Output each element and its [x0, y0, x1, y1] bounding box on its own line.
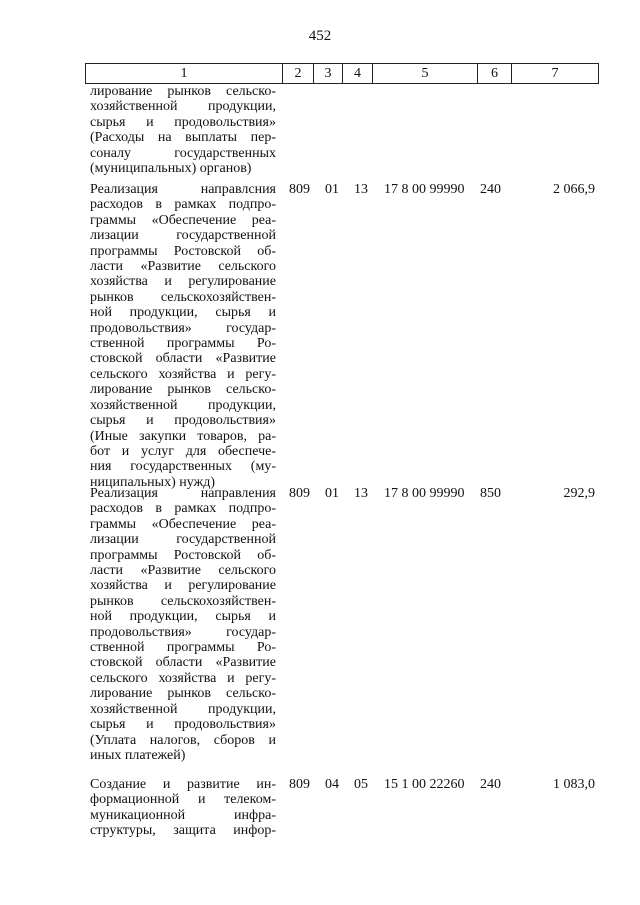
description-line: лизации государственной — [90, 532, 276, 548]
description-line: иных платежей) — [90, 747, 186, 763]
description-line: стовской области «Развитие — [90, 351, 276, 367]
table-header — [85, 63, 599, 84]
description-line: лирование рынков сельско- — [90, 686, 276, 702]
description-line: граммы «Обеспечение реа- — [90, 516, 276, 532]
cell-expense-type: 240 — [480, 777, 501, 792]
header-col-2: 2 — [283, 64, 314, 83]
description-line: сельского хозяйства и регу- — [90, 670, 276, 686]
cell-section: 01 — [325, 182, 339, 197]
description-line: расходов в рамках подпро- — [90, 501, 276, 517]
header-col-6: 6 — [478, 64, 512, 83]
description-line: (Иные закупки товаров, ра- — [90, 428, 276, 444]
row-description — [90, 486, 276, 763]
description-line: хозяйственной продукции, — [90, 397, 276, 413]
row-description — [90, 777, 276, 839]
description-line: ласти «Развитие сельского — [90, 259, 276, 275]
description-line: рынков сельскохозяйствен- — [90, 593, 276, 609]
description-line: соналу государственных — [90, 145, 276, 161]
description-line: сырья и продовольствия» — [90, 717, 276, 733]
description-line: ственной программы Ро- — [90, 336, 276, 352]
description-line: программы Ростовской об- — [90, 547, 276, 563]
cell-subsection: 13 — [354, 182, 368, 197]
description-line: программы Ростовской об- — [90, 243, 276, 259]
description-line: граммы «Обеспечение реа- — [90, 212, 276, 228]
description-line: формационной и телеком- — [90, 792, 276, 808]
description-line: ниципальных) нужд) — [90, 474, 215, 490]
cell-section: 04 — [325, 777, 339, 792]
description-line: сырья и продовольствия» — [90, 114, 276, 130]
cell-section: 01 — [325, 486, 339, 501]
description-line: хозяйства и регулирование — [90, 274, 276, 290]
description-line: лирование рынков сельско- — [90, 84, 276, 99]
cell-subsection: 05 — [354, 777, 368, 792]
description-line: хозяйственной продукции, — [90, 99, 276, 115]
description-line: продовольствия» государ- — [90, 320, 276, 336]
cell-amount: 1 083,0 — [553, 777, 595, 792]
description-line: продовольствия» государ- — [90, 624, 276, 640]
cell-expense-type: 240 — [480, 182, 501, 197]
description-line: (Уплата налогов, сборов и — [90, 732, 276, 748]
header-col-1: 1 — [86, 64, 283, 83]
description-line: (муниципальных) органов) — [90, 161, 252, 177]
cell-ministry-code: 809 — [289, 777, 310, 792]
cell-amount: 292,9 — [563, 486, 595, 501]
header-col-7: 7 — [551, 66, 559, 81]
description-line: сельского хозяйства и регу- — [90, 366, 276, 382]
row-description — [90, 182, 276, 490]
cell-ministry-code: 809 — [289, 486, 310, 501]
description-line: стовской области «Развитие — [90, 655, 276, 671]
description-line: Создание и развитие ин- — [90, 777, 276, 792]
page-number: 452 — [308, 28, 332, 44]
cell-expense-type: 850 — [480, 486, 501, 501]
description-line: расходов в рамках подпро- — [90, 197, 276, 213]
row-description — [90, 84, 276, 176]
description-line: Реализация направления — [90, 486, 276, 501]
cell-target-code: 17 8 00 99990 — [384, 486, 465, 501]
cell-subsection: 13 — [354, 486, 368, 501]
description-line: ной продукции, сырья и — [90, 305, 276, 321]
description-line: Реализация направлсния — [90, 182, 276, 197]
cell-ministry-code: 809 — [289, 182, 310, 197]
description-line: муникационной инфра- — [90, 807, 276, 823]
description-line: (Расходы на выплаты пер- — [90, 130, 276, 146]
description-line: лизации государственной — [90, 228, 276, 244]
description-line: ственной программы Ро- — [90, 640, 276, 656]
description-line: хозяйства и регулирование — [90, 578, 276, 594]
header-col-4: 4 — [343, 64, 373, 83]
description-line: ной продукции, сырья и — [90, 609, 276, 625]
description-line: ния государственных (му- — [90, 459, 276, 475]
cell-amount: 2 066,9 — [553, 182, 595, 197]
description-line: сырья и продовольствия» — [90, 413, 276, 429]
cell-target-code: 15 1 00 22260 — [384, 777, 465, 792]
header-col-3: 3 — [314, 64, 343, 83]
description-line: ласти «Развитие сельского — [90, 563, 276, 579]
header-col-5: 5 — [373, 64, 478, 83]
description-line: рынков сельскохозяйствен- — [90, 289, 276, 305]
description-line: хозяйственной продукции, — [90, 701, 276, 717]
cell-target-code: 17 8 00 99990 — [384, 182, 465, 197]
description-line: бот и услуг для обеспече- — [90, 443, 276, 459]
description-line: лирование рынков сельско- — [90, 382, 276, 398]
description-line: структуры, защита инфор- — [90, 823, 276, 839]
